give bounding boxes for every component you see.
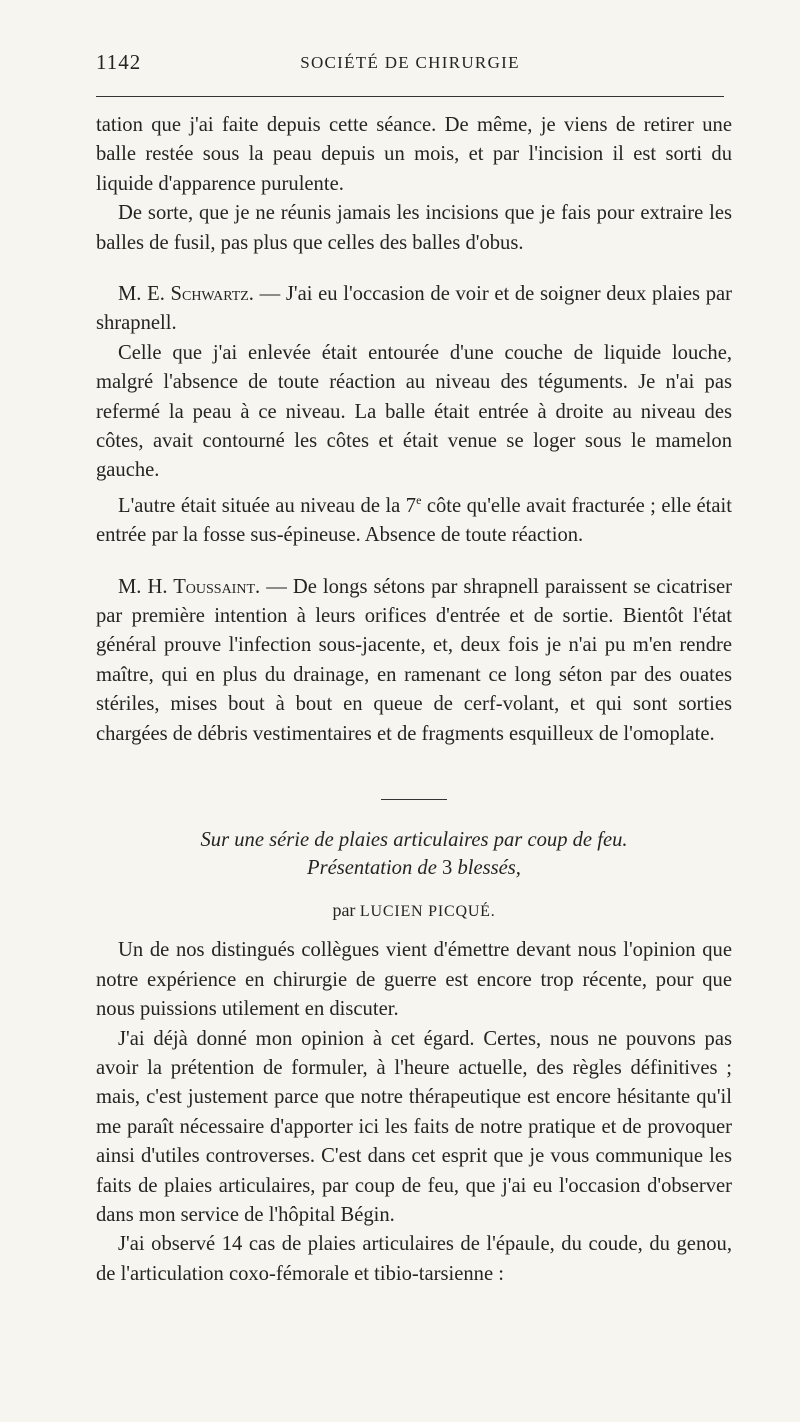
body-text	[96, 111, 732, 1289]
article-title: Sur une série de plaies articulaires par coup de feu.	[200, 828, 628, 851]
section-rule	[381, 799, 447, 800]
subtitle-text: blessés,	[452, 856, 521, 879]
paragraph: Un de nos distingués collègues vient d'émettre devant nous l'opinion que notre expérience en chirurgie de guerre est encore trop récente, pour que nous puissions utilement en discuter.	[96, 939, 732, 1021]
paragraph-text: — De longs sétons par shrapnell paraissent se cicatriser par première intention à leurs orifices d'entrée et de sortie. Bientôt l'état général prouve l'infection sous-jacente, et, deux fois je n'ai pu m'en rendre maître, qui en plus du drainage, en ramenant ce long séton par des ouates stériles, mises bout à bout en queue de cerf-volant, et qui sont sorties chargées de débris vestimentaires et de fragments esquilleux de l'omoplate.	[96, 575, 732, 745]
paragraph-text: L'autre était située au niveau de la 7	[118, 494, 417, 517]
header-rule	[96, 96, 724, 97]
paragraph	[96, 486, 732, 551]
article-subtitle	[96, 854, 732, 882]
page-header	[96, 50, 724, 80]
subtitle-number: 3	[442, 856, 453, 879]
paragraph-text: — J'ai eu l'occasion de voir et de soigner deux plaies par shrapnell.	[96, 283, 732, 335]
subtitle-text: Présentation de	[307, 856, 443, 879]
byline-prefix: par	[332, 899, 360, 920]
page-number: 1142	[96, 50, 142, 74]
byline	[96, 896, 732, 926]
speaker-name: M. E. Schwartz.	[118, 283, 254, 306]
paragraph: J'ai déjà donné mon opinion à cet égard. Certes, nous ne pouvons pas avoir la prétention de formuler, à l'heure actuelle, des règles définitives ; mais, c'est justement parce que notre thérapeutique est encore hésitante qu'il me paraît nécessaire d'apporter ici les faits de notre pratique et de provoquer ainsi d'utiles controverses. C'est dans cet esprit que je vous communique les faits de plaies articulaires, par coup de feu, que j'ai eu l'occasion d'observer dans mon service de l'hôpital Bégin.	[96, 1027, 732, 1227]
paragraph: J'ai observé 14 cas de plaies articulaires de l'épaule, du coude, du genou, de l'articulation coxo-fémorale et tibio-tarsienne :	[96, 1233, 732, 1285]
superscript: e	[416, 492, 422, 507]
paragraph-text: côte qu'elle avait fracturée ; elle était entrée par la fosse sus-épineuse. Absence de toute réaction.	[96, 494, 732, 547]
paragraph: Celle que j'ai enlevée était entourée d'une couche de liquide louche, malgré l'absence de toute réaction au niveau des téguments. Je n'ai pas refermé la peau à ce niveau. La balle était entrée à droite au niveau des côtes, avait contourné les côtes et était venue se loger sous le mamelon gauche.	[96, 341, 732, 482]
paragraph-continuation: tation que j'ai faite depuis cette séance. De même, je viens de retirer une balle restée sous la peau depuis un mois, et par l'incision il est sorti du liquide d'apparence purulente.	[96, 114, 732, 195]
author-name: LUCIEN PICQUÉ.	[359, 902, 496, 920]
running-title: SOCIÉTÉ DE CHIRURGIE	[300, 53, 520, 72]
paragraph: De sorte, que je ne réunis jamais les incisions que je fais pour extraire les balles de fusil, pas plus que celles des balles d'obus.	[96, 202, 732, 254]
speaker-name: M. H. Toussaint.	[118, 575, 261, 598]
paragraph-toussaint	[96, 573, 732, 749]
paragraph-schwartz-intro	[96, 280, 732, 339]
